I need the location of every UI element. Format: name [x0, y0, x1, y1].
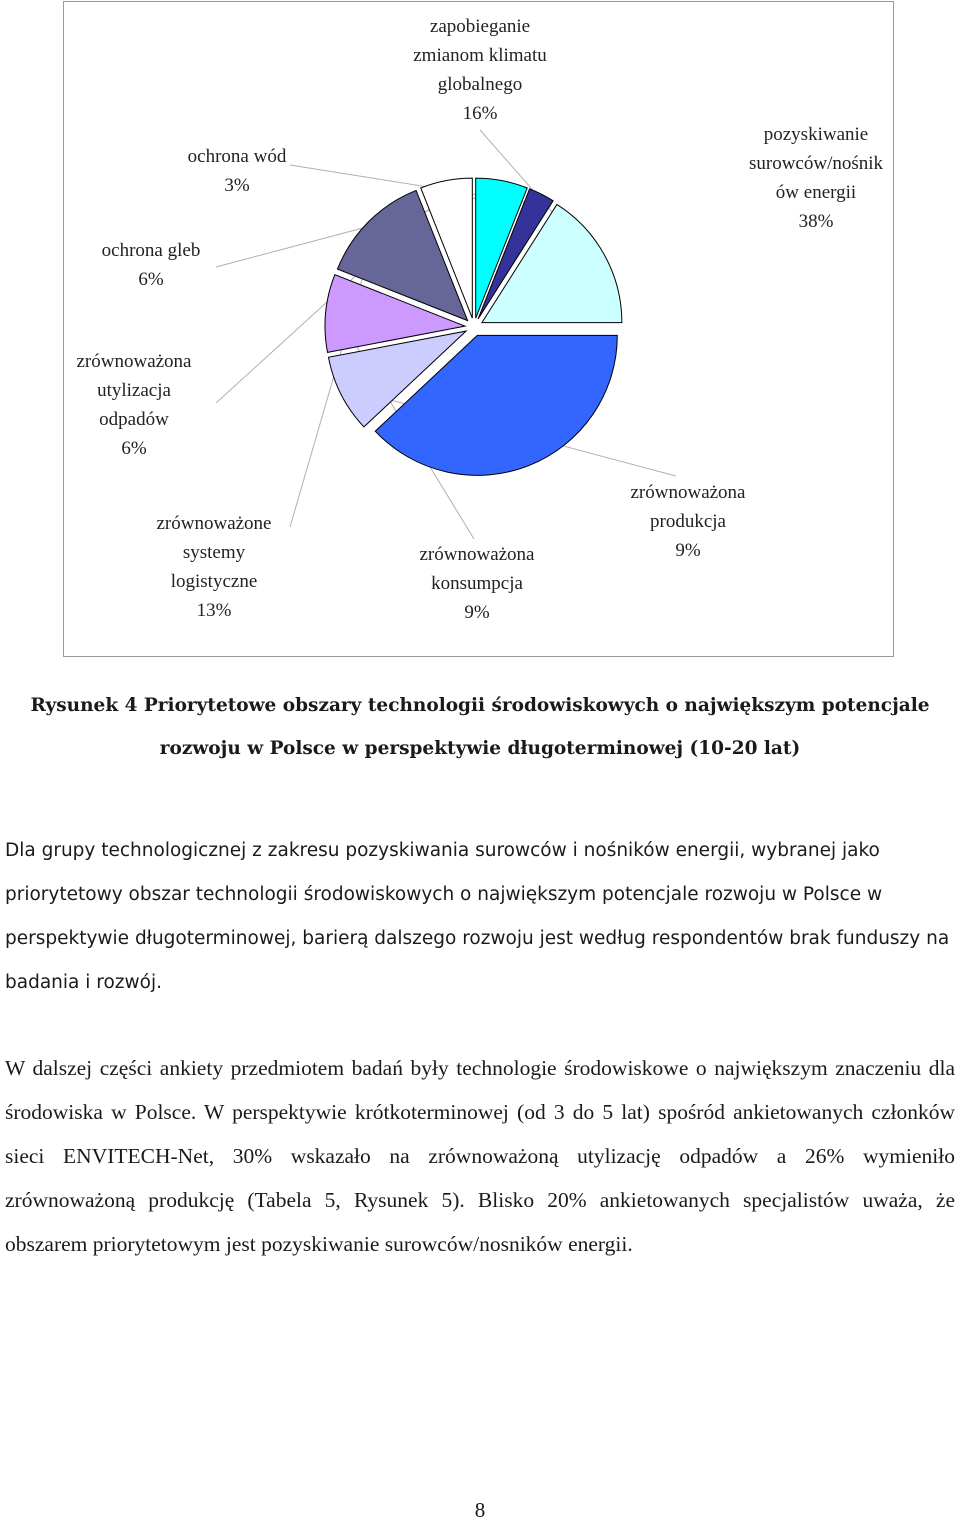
pie-slice-label: zrównoważona konsumpcja 9% — [419, 544, 535, 623]
pie-chart — [63, 1, 894, 657]
pie-slice-label: ochrona wód 3% — [187, 146, 287, 196]
pie-slice-label: pozyskiwanie surowców/nośnik ów energii 38% — [748, 124, 884, 232]
page-number: 8 — [474, 1498, 486, 1522]
pie-slice-label: ochrona gleb 6% — [101, 240, 201, 290]
pie-slice-label: zrównoważona produkcja 9% — [630, 482, 746, 561]
figure-caption-line-2: rozwoju w Polsce w perspektywie długoterminowej (10-20 lat) — [159, 738, 801, 759]
pie-slice-label: zrównoważone systemy logistyczne 13% — [156, 513, 272, 621]
paragraph-2: W dalszej części ankiety przedmiotem badań były technologie środowiskowe o największym znaczeniu dla środowiska w Polsce. W perspektywie krótkoterminowej (od 3 do 5 lat) spośród ankietowanych członków sieci ENVITECH-Net, 30% wskazało na zrównoważoną utylizację odpadów a 26% wymieniło zrównoważoną produkcję (Tabela 5, Rysunek 5). Blisko 20% ankietowanych specjalistów uważa, że obszarem priorytetowym jest pozyskiwanie surowców/nosników energii. — [5, 1056, 955, 1256]
figure-caption-line-1: Rysunek 4 Priorytetowe obszary technologii środowiskowych o największym potencjale — [30, 695, 930, 716]
paragraph-1: Dla grupy technologicznej z zakresu pozyskiwania surowców i nośników energii, wybranej jako priorytetowy obszar technologii środowiskowych o największym potencjale rozwoju w Polsce w perspektywie długoterminowej, barierą dalszego rozwoju jest według respondentów brak funduszy na badania i rozwój. — [5, 840, 950, 993]
pie-slice-label: zapobieganie zmianom klimatu globalnego 16% — [413, 16, 547, 124]
pie-slice-label: zrównoważona utylizacja odpadów 6% — [76, 351, 192, 459]
